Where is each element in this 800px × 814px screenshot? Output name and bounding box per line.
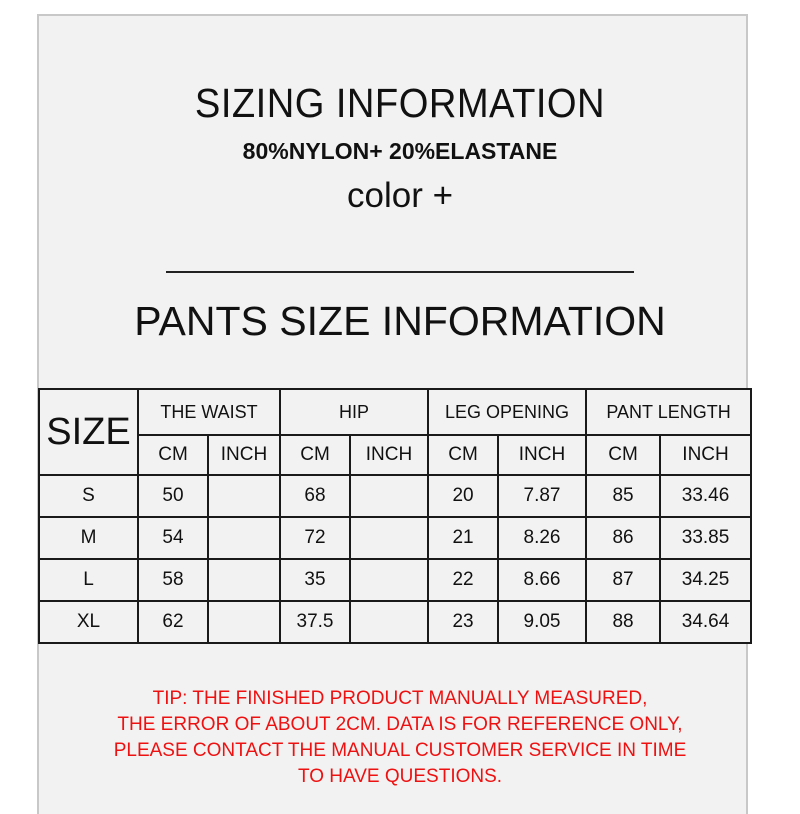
table-cell: 33.85 bbox=[660, 517, 751, 559]
table-cell bbox=[208, 517, 280, 559]
column-group-header: HIP bbox=[280, 389, 428, 435]
table-cell: 34.25 bbox=[660, 559, 751, 601]
table-cell bbox=[350, 559, 428, 601]
size-cell: S bbox=[39, 475, 138, 517]
table-cell: 33.46 bbox=[660, 475, 751, 517]
column-group-header: THE WAIST bbox=[138, 389, 280, 435]
tip-line: THE ERROR OF ABOUT 2CM. DATA IS FOR REFERENCE ONLY, bbox=[117, 714, 683, 735]
table-cell bbox=[350, 475, 428, 517]
table-cell: 50 bbox=[138, 475, 208, 517]
table-cell: 22 bbox=[428, 559, 498, 601]
tip-line: PLEASE CONTACT THE MANUAL CUSTOMER SERVICE IN TIME bbox=[113, 740, 687, 761]
table-row bbox=[39, 475, 751, 517]
unit-header: INCH bbox=[350, 435, 428, 475]
table-cell: 68 bbox=[280, 475, 350, 517]
material-text: 80%NYLON+ 20%ELASTANE bbox=[242, 138, 558, 164]
unit-header: INCH bbox=[660, 435, 751, 475]
tip-line: TIP: THE FINISHED PRODUCT MANUALLY MEASURED, bbox=[152, 688, 648, 709]
unit-header: INCH bbox=[498, 435, 586, 475]
table-cell bbox=[350, 517, 428, 559]
table-row bbox=[39, 559, 751, 601]
table-cell: 23 bbox=[428, 601, 498, 643]
table-title: PANTS SIZE INFORMATION bbox=[134, 298, 666, 344]
table-cell: 7.87 bbox=[498, 475, 586, 517]
size-table bbox=[38, 388, 752, 644]
table-row bbox=[39, 601, 751, 643]
table-cell bbox=[350, 601, 428, 643]
table-cell: 34.64 bbox=[660, 601, 751, 643]
size-cell: M bbox=[39, 517, 138, 559]
page-title: SIZING INFORMATION bbox=[194, 80, 606, 126]
tip-line: TO HAVE QUESTIONS. bbox=[297, 766, 503, 787]
table-cell: 87 bbox=[586, 559, 660, 601]
table-cell bbox=[208, 601, 280, 643]
unit-header: INCH bbox=[208, 435, 280, 475]
size-cell: XL bbox=[39, 601, 138, 643]
table-cell: 8.26 bbox=[498, 517, 586, 559]
table-cell: 20 bbox=[428, 475, 498, 517]
table-unit-row bbox=[39, 435, 751, 475]
table-cell: 58 bbox=[138, 559, 208, 601]
size-column-header: SIZE bbox=[39, 389, 138, 475]
table-cell: 21 bbox=[428, 517, 498, 559]
table-header-row bbox=[39, 389, 751, 435]
table-cell: 8.66 bbox=[498, 559, 586, 601]
column-group-header: PANT LENGTH bbox=[586, 389, 751, 435]
table-cell: 54 bbox=[138, 517, 208, 559]
size-cell: L bbox=[39, 559, 138, 601]
column-group-header: LEG OPENING bbox=[428, 389, 586, 435]
table-cell: 72 bbox=[280, 517, 350, 559]
unit-header: CM bbox=[138, 435, 208, 475]
tip-notice bbox=[0, 686, 800, 790]
table-cell: 86 bbox=[586, 517, 660, 559]
unit-header: CM bbox=[586, 435, 660, 475]
table-cell bbox=[208, 559, 280, 601]
table-cell: 62 bbox=[138, 601, 208, 643]
table-cell: 37.5 bbox=[280, 601, 350, 643]
unit-header: CM bbox=[428, 435, 498, 475]
table-cell: 9.05 bbox=[498, 601, 586, 643]
table-cell: 35 bbox=[280, 559, 350, 601]
table-cell: 85 bbox=[586, 475, 660, 517]
divider bbox=[166, 271, 634, 273]
table-row bbox=[39, 517, 751, 559]
color-label: color + bbox=[346, 176, 454, 215]
table-cell: 88 bbox=[586, 601, 660, 643]
table-cell bbox=[208, 475, 280, 517]
unit-header: CM bbox=[280, 435, 350, 475]
